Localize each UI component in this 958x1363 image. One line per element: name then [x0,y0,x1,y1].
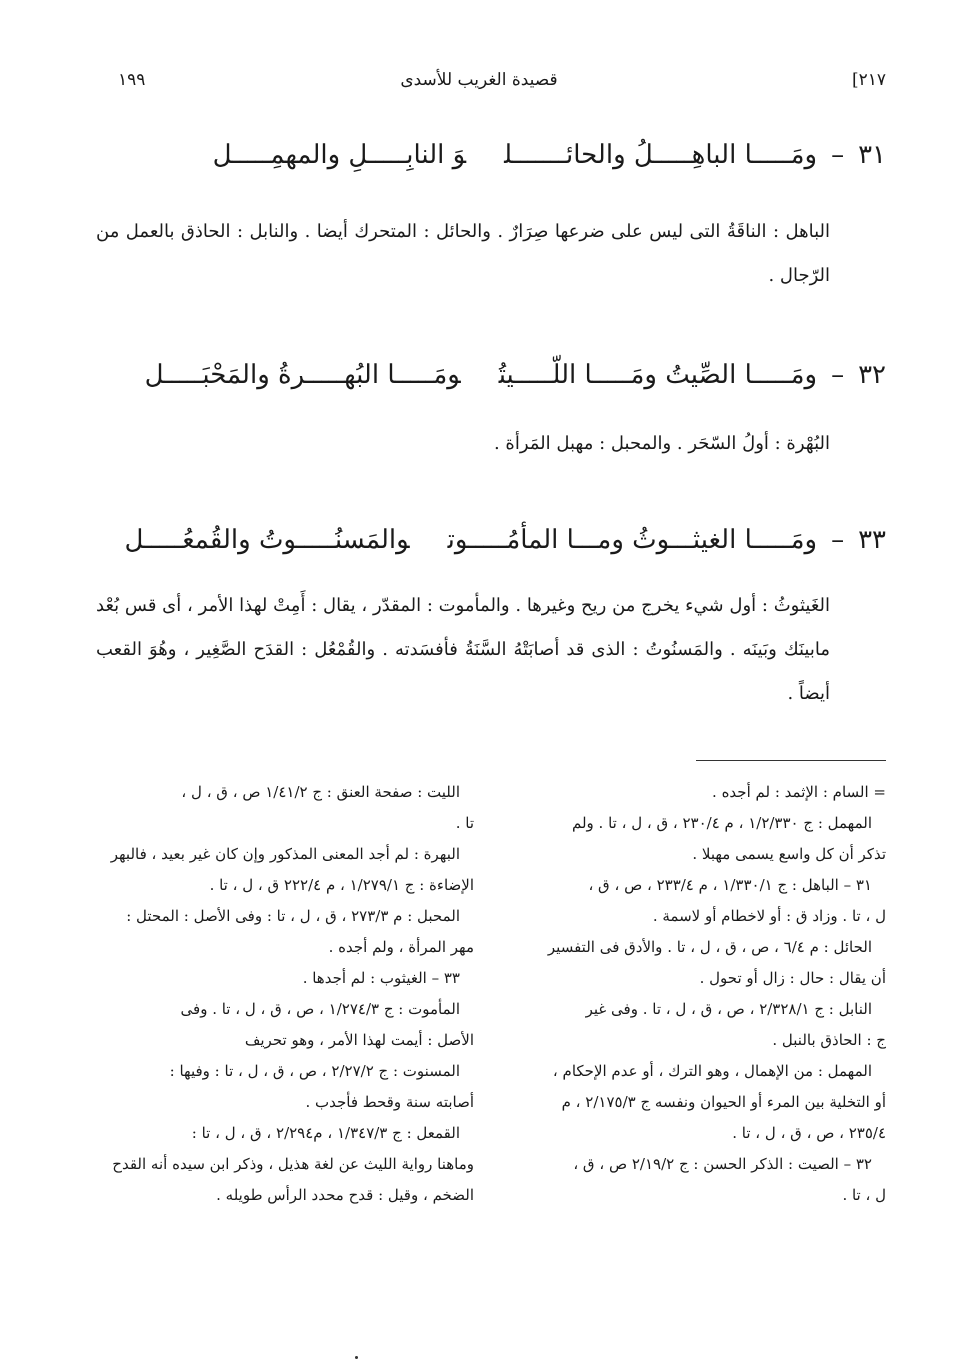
verse-first-hemistich: ومَـــــا الغيثـــوثُ ومـــا المأمُـــــوت [447,525,818,555]
footnote-line: النابل : ج ٢/٣٢٨/١ ، ص ، ق ، ل ، تا . وفى غير [585,1000,872,1018]
footnote-line: ٣٢ – الصيت : الذكر الحسن : ج ٢/١٩/٢ ص ، ق ، [573,1155,872,1173]
verse-31 [120,140,886,170]
footnote-line: أن يقال : حال : زال أو تحول . [699,969,886,987]
verse-first-hemistich: ومَـــــا الصِّيتُ ومَـــــا اللّـــــيتُ [498,360,818,390]
footnote-line: القمعل : ج ١/٣٤٧/٣ ، م٢/٢٩٤ ، ق ، ل ، تا : [191,1124,460,1142]
verse-dash: – [831,140,845,170]
footnote-line: المأموت : ج ١/٢٧٤/٣ ، ص ، ق ، ل ، تا . وفى [180,1000,460,1018]
footnote-line: تذكر أن كل واسع يسمى مهبلا . [692,845,886,863]
footnote-line: المهمل : ج ١/٢/٣٣٠ ، م ٢٣٠/٤ ، ق ، ل ، تا . ولم [571,814,872,832]
footnote-line: تا . [455,814,474,832]
verse-dash: – [831,360,845,390]
folio-marker: ٢١٧] [851,70,886,90]
footnote-line: ٣١ – الباهل : ج ١/٣٣٠/١ ، م ٢٣٣/٤ ، ص ، ق ، [588,876,872,894]
verse-second-hemistich: وَ النابِـــــلِ والمهمِـــــل [212,140,467,170]
footnote-line: الليت : صفحة العنق : ج ١/٤١/٢ ص ، ق ، ل ، [181,783,460,801]
verse-number: ٣١ [858,140,886,170]
footnote-divider [696,760,886,761]
commentary-31: الباهل : الناقَةُ التى ليس على ضرعها صِرَارٌ . والحائل : المتحرك أيضا . والنابل : الحاذق بالعمل من الرّجال . [96,221,830,286]
footnote-line: الأصل : أيمت لهذا الأمر ، وهو تحريف [244,1031,474,1049]
verse-second-hemistich: ومَـــــا البُهـــــرةُ والمَحْبَـــــل [144,360,461,390]
verse-dash: – [831,525,845,555]
verse-number: ٣٢ [858,360,886,390]
footnote-line: البهرة : لم أجد المعنى المذكور وإن كان غير بعيد ، فالبهر [110,845,460,863]
footnote-line: ج : الحاذق بالنبل . [772,1031,886,1049]
footnote-line: ٣٣ – الغيثوب : لم أجدها . [302,969,460,987]
verse-second-hemistich: والمَسنُـــــوتُ والقُمعُـــــل [124,525,410,555]
footnote-line: ل ، تا . [842,1186,886,1204]
footnote-line: المحبل : م ٢٧٣/٣ ، ق ، ل ، تا : وفى الأصل : المحتل : [126,907,460,925]
verse-first-hemistich: ومَـــــا الباهِـــــلُ والحائـــــــل [504,140,818,170]
running-title: قصيدة الغريب للأسدى [400,70,558,90]
footnote-line: أو التخلية بين المرء أو الحيوان ونفسه ج ٢/١٧٥/٣ ، م [561,1093,886,1111]
verse-33 [120,525,886,555]
paper-speck [355,1356,358,1359]
verse-number: ٣٣ [858,525,886,555]
footnote-line: ٢٣٥/٤ ، ص ، ق ، ل ، تا . [732,1124,886,1142]
footnote-line: وماهنا رواية الليث عن لغة هذيل ، وذكر ابن سيده أنه القدح [112,1155,474,1173]
commentary-32: البُهْرة : أولُ السّحَر . والمحبل : مهبل المَرأة . [493,433,830,454]
footnote-line: المسنوت : ج ٢/٢٧/٢ ، ص ، ق ، ل ، تا : وفيها : [169,1062,460,1080]
footnotes-left-column [96,777,474,1211]
footnote-line: الإضاءة : ج ١/٢٧٩/١ ، م ٢٢٢/٤ ق ، ل ، تا . [209,876,474,894]
verse-32 [120,360,886,390]
footnote-line: المهمل : من الإهمال ، وهو الترك ، أو عدم الإحكام ، [552,1062,872,1080]
footnote-line: الحائل : م ٦/٤ ، ص ، ق ، ل ، تا . والأدق فى التفسير [547,938,872,956]
footnote-line: أصابته سنة وقحط فأجدب . [305,1093,474,1111]
footnote-line: مهر المرأة ، ولم أجده . [328,938,474,956]
page-number: ١٩٩ [118,70,146,90]
footnotes-right-column [491,777,886,1211]
footnote-line: = السام : الإثمد : لم أجده . [712,783,886,801]
footnote-line: ل ، تا . وزاد ق : أو لاخطام أو لاسمة . [652,907,886,925]
footnote-line: الضخم ، وقيل : قدح محدد الرأس طويله . [216,1186,474,1204]
commentary-33: الغَيثوثُ : أول شيء يخرج من ريح وغيرها . والمأموت : المقدّر ، يقال : أَمِتْ لهذا الأمر ، أى قس بُعْد مابينَك وبَينَه . والمَسنُوتُ : الذى قد أصابَتْهُ السَّنَةُ فأفسَدته . والقُمْعُل : القدَح الصَّغِير ، وهُوَ القعب أيضاً . [96,595,830,704]
